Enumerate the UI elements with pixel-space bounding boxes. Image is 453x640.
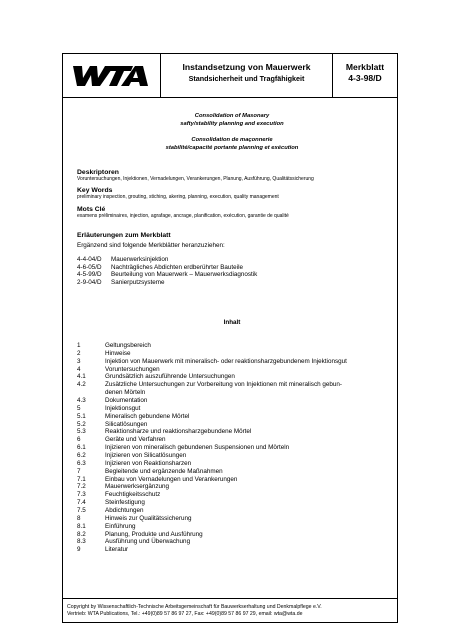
toc-item-number: 2 bbox=[77, 349, 81, 357]
toc-item-title: Hinweise bbox=[105, 349, 131, 357]
toc-item bbox=[77, 515, 387, 523]
toc-item bbox=[77, 413, 387, 421]
toc-item-number: 7.3 bbox=[77, 491, 86, 499]
toc-item-title: Injizieren von Silicatlösungen bbox=[105, 452, 187, 460]
toc-item-title: Mauerwerksergänzung bbox=[105, 483, 170, 491]
toc-item-title: Abdichtungen bbox=[105, 507, 144, 515]
descriptors-heading: Deskriptoren bbox=[77, 169, 119, 176]
toc-item-title: Einführung bbox=[105, 522, 136, 530]
toc-item bbox=[77, 428, 387, 436]
reference-code: 4-4-04/D bbox=[77, 255, 102, 263]
toc-item-title: Begleitende und ergänzende Maßnahmen bbox=[105, 467, 223, 475]
english-title-line1: Consolidation of Masonary bbox=[194, 113, 270, 119]
wta-logo bbox=[73, 66, 149, 86]
copyright-line: Copyright by Wissenschaftlich-Technische Arbeitsgemeinschaft für Bauwerkserhaltung und Denkmalpflege e.V. bbox=[67, 604, 322, 610]
toc-item-number: 5 bbox=[77, 404, 81, 412]
descriptors-text: Voruntersuchungen, Injektionen, Vernadelungen, Verankerungen, Planung, Ausführung, Qualitätssicherung bbox=[77, 176, 314, 182]
toc-item-title: Silicatlösungen bbox=[105, 420, 148, 428]
toc-item bbox=[77, 405, 387, 413]
toc-item-number: 7.5 bbox=[77, 507, 86, 515]
toc-item-number: 8.3 bbox=[77, 538, 86, 546]
toc-item-title: Injizieren von mineralisch gebundenen Suspensionen und Mörteln bbox=[105, 444, 290, 452]
toc-item-title: Planung, Produkte und Ausführung bbox=[105, 530, 203, 538]
toc-item-title: Injizieren von Reaktionsharzen bbox=[105, 459, 192, 467]
reference-title: Nachträgliches Abdichten erdberührter Bauteile bbox=[111, 263, 243, 271]
french-title bbox=[77, 136, 387, 152]
toc-item-title: Feuchtigkeitsschutz bbox=[105, 491, 161, 499]
reference-code: 4-5-99/D bbox=[77, 271, 102, 279]
toc-item bbox=[77, 546, 387, 554]
toc-item bbox=[77, 452, 387, 460]
toc-item-title: Literatur bbox=[105, 546, 129, 554]
toc-item-title: Steinfestigung bbox=[105, 499, 145, 507]
toc-item-title: Geltungsbereich bbox=[105, 341, 151, 349]
toc-item-number: 5.2 bbox=[77, 420, 86, 428]
toc-item bbox=[77, 366, 387, 374]
logo-cell bbox=[63, 54, 161, 97]
english-title bbox=[77, 112, 387, 128]
toc-item bbox=[77, 436, 387, 444]
header-table bbox=[63, 54, 397, 98]
reference-title: Beurteilung von Mauerwerk – Mauerwerksdiagnostik bbox=[111, 271, 258, 279]
toc-item-number: 6.2 bbox=[77, 452, 86, 460]
toc-item-title: Geräte und Verfahren bbox=[105, 436, 166, 444]
toc-item-title: Injektion von Mauerwerk mit mineralisch- oder reaktionsharzgebundenem Injektionsgut bbox=[105, 357, 347, 365]
toc-item bbox=[77, 397, 387, 405]
toc-item-title: Dokumentation bbox=[105, 397, 148, 404]
explanations-heading: Erläuterungen zum Merkblatt bbox=[77, 232, 171, 239]
toc-item-number: 8 bbox=[77, 514, 81, 522]
toc-item-number bbox=[77, 389, 105, 397]
explanations-intro: Ergänzend sind folgende Merkblätter heranzuziehen: bbox=[77, 242, 225, 249]
toc-item bbox=[77, 373, 387, 381]
document-title: Instandsetzung von Mauerwerk bbox=[182, 62, 311, 72]
toc-item bbox=[77, 538, 387, 546]
toc-item-number: 7.4 bbox=[77, 499, 86, 507]
toc-item bbox=[77, 523, 387, 531]
toc-item-number: 7.2 bbox=[77, 483, 86, 491]
toc-item bbox=[77, 444, 387, 452]
toc-item bbox=[77, 460, 387, 468]
document-subtitle: Standsicherheit und Tragfähigkeit bbox=[188, 74, 305, 83]
toc-item-number: 6.3 bbox=[77, 459, 86, 467]
toc-item-number: 4 bbox=[77, 365, 81, 373]
merkblatt-label: Merkblatt bbox=[345, 62, 385, 72]
toc-item-number: 8.1 bbox=[77, 522, 86, 530]
toc-item-title: Voruntersuchungen bbox=[105, 365, 160, 373]
french-title-line2: stabilité/capacité portante planning et exécution bbox=[165, 145, 299, 151]
distribution-line: Vertrieb: WTA Publications, Tel.: +49(0)89 57 86 97 27, Fax: +49(0)89 57 86 97 29, email: wta@wta.de bbox=[67, 611, 303, 617]
reference-title: Mauerwerksinjektion bbox=[111, 255, 169, 263]
french-title-line1: Consolidation de maçonnerie bbox=[191, 137, 273, 143]
toc-item bbox=[77, 499, 387, 507]
toc-item-title: Einbau von Vernadelungen und Verankerungen bbox=[105, 475, 238, 483]
toc-item-title: Ausführung und Überwachung bbox=[105, 538, 191, 546]
toc-item-number: 5.3 bbox=[77, 428, 86, 436]
toc-heading: Inhalt bbox=[223, 318, 241, 326]
toc-item bbox=[77, 421, 387, 429]
toc-item bbox=[77, 350, 387, 358]
toc-item-number: 6 bbox=[77, 436, 81, 444]
footer bbox=[63, 598, 397, 623]
toc-item bbox=[77, 483, 387, 491]
merkblatt-number: 4-3-98/D bbox=[348, 73, 382, 83]
toc-item-number: 3 bbox=[77, 357, 81, 365]
title-cell bbox=[161, 54, 333, 97]
reference-item bbox=[77, 264, 387, 272]
reference-list bbox=[77, 256, 387, 287]
reference-item bbox=[77, 279, 387, 287]
toc-item-number: 4.2 bbox=[77, 381, 86, 389]
toc-item-title: Mineralisch gebundene Mörtel bbox=[105, 412, 190, 420]
toc-item-number: 1 bbox=[77, 341, 81, 349]
document-content bbox=[77, 98, 387, 554]
document-frame bbox=[62, 53, 398, 623]
toc-item bbox=[77, 491, 387, 499]
toc-item-number: 4.1 bbox=[77, 373, 86, 381]
toc-item bbox=[77, 342, 387, 350]
toc-item bbox=[77, 381, 387, 389]
toc-item-number: 6.1 bbox=[77, 444, 86, 452]
toc-item-title: Grundsätzlich auszuführende Untersuchungen bbox=[105, 373, 235, 381]
footer-text bbox=[67, 604, 397, 618]
toc-item-title: Reaktionsharze und reaktionsharzgebundene Mörtel bbox=[105, 428, 252, 436]
toc-item-number: 7.1 bbox=[77, 475, 86, 483]
toc-item bbox=[77, 358, 387, 366]
reference-item bbox=[77, 271, 387, 279]
table-of-contents bbox=[77, 342, 387, 554]
toc-item-number: 8.2 bbox=[77, 530, 86, 538]
keywords-heading: Key Words bbox=[77, 187, 113, 194]
reference-code: 4-6-05/D bbox=[77, 263, 102, 271]
toc-item-title: Zusätzliche Untersuchungen zur Vorbereitung von Injektionen mit mineralisch gebun- bbox=[105, 381, 342, 389]
toc-item bbox=[77, 476, 387, 484]
toc-item-number: 9 bbox=[77, 546, 81, 554]
merkblatt-cell bbox=[333, 54, 397, 97]
english-title-line2: safty/stability planning and execution bbox=[180, 121, 284, 127]
mots-cle-text: examens préliminaires, injection, agrafage, ancrage, planification, exécution, garantie de qualité bbox=[77, 213, 289, 219]
toc-item-number: 7 bbox=[77, 467, 81, 475]
keywords-text: preliminary inspection, grouting, stiching, akering, planning, execution, quality management bbox=[77, 194, 279, 200]
reference-code: 2-9-04/D bbox=[77, 279, 102, 287]
mots-cle-heading: Mots Clé bbox=[77, 206, 106, 213]
toc-item bbox=[77, 389, 387, 397]
toc-item-number: 5.1 bbox=[77, 412, 86, 420]
toc-item-number: 4.3 bbox=[77, 397, 86, 404]
reference-item bbox=[77, 256, 387, 264]
toc-item bbox=[77, 468, 387, 476]
reference-title: Sanierputzsysteme bbox=[111, 279, 165, 287]
toc-item-title: Injektionsgut bbox=[105, 404, 141, 412]
toc-item-title: denen Mörteln bbox=[105, 389, 146, 397]
toc-item bbox=[77, 507, 387, 515]
toc-item-title: Hinweis zur Qualitätssicherung bbox=[105, 514, 192, 522]
